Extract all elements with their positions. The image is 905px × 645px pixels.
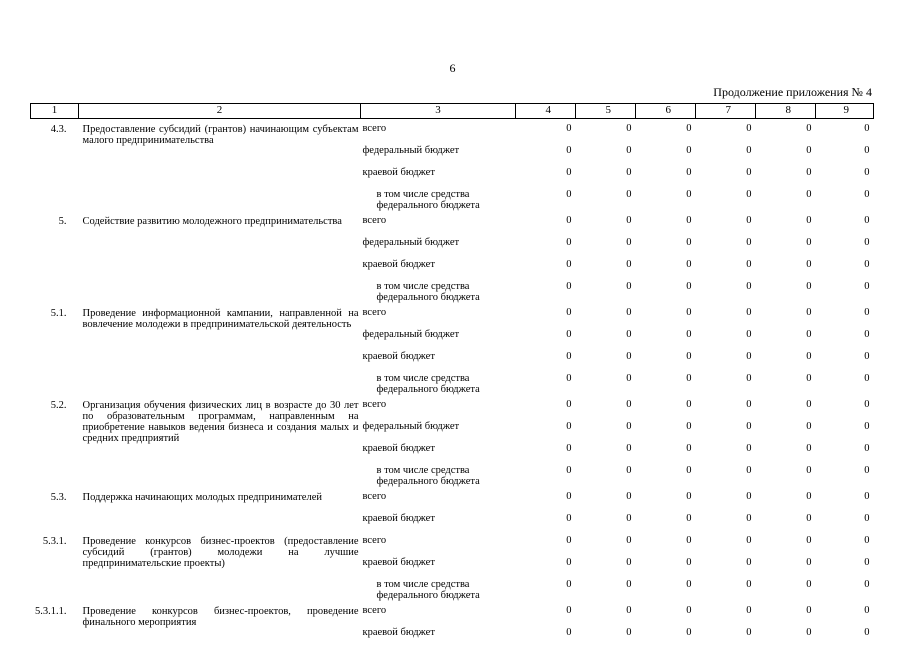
funding-source: всего xyxy=(361,211,516,233)
value-cell: 0 xyxy=(576,119,636,142)
value-cell: 0 xyxy=(516,233,576,255)
value-cell: 0 xyxy=(816,255,874,277)
table-row xyxy=(31,601,874,623)
value-cell: 0 xyxy=(516,255,576,277)
value-cell: 0 xyxy=(756,461,816,487)
item-name: Проведение информационной кампании, направленной на вовлечение молодежи в предпринимательской деятельность xyxy=(79,303,361,395)
value-cell: 0 xyxy=(576,163,636,185)
value-cell: 0 xyxy=(816,575,874,601)
value-cell: 0 xyxy=(516,163,576,185)
value-cell: 0 xyxy=(576,233,636,255)
value-cell: 0 xyxy=(636,623,696,645)
value-cell: 0 xyxy=(696,211,756,233)
value-cell: 0 xyxy=(516,623,576,645)
funding-source: федеральный бюджет xyxy=(361,141,516,163)
value-cell: 0 xyxy=(756,623,816,645)
value-cell: 0 xyxy=(576,487,636,509)
table-body xyxy=(31,119,874,645)
column-header: 9 xyxy=(816,104,874,119)
column-header: 2 xyxy=(79,104,361,119)
value-cell: 0 xyxy=(636,461,696,487)
value-cell: 0 xyxy=(696,277,756,303)
column-header: 8 xyxy=(756,104,816,119)
item-code: 5.1. xyxy=(31,303,79,395)
value-cell: 0 xyxy=(696,461,756,487)
value-cell: 0 xyxy=(636,487,696,509)
value-cell: 0 xyxy=(816,211,874,233)
value-cell: 0 xyxy=(816,277,874,303)
value-cell: 0 xyxy=(756,255,816,277)
value-cell: 0 xyxy=(636,509,696,531)
value-cell: 0 xyxy=(576,623,636,645)
column-header: 1 xyxy=(31,104,79,119)
funding-source: в том числе средства федерального бюджета xyxy=(361,575,516,601)
column-header: 5 xyxy=(576,104,636,119)
value-cell: 0 xyxy=(516,119,576,142)
value-cell: 0 xyxy=(576,141,636,163)
value-cell: 0 xyxy=(756,509,816,531)
value-cell: 0 xyxy=(756,439,816,461)
funding-source: федеральный бюджет xyxy=(361,233,516,255)
value-cell: 0 xyxy=(576,531,636,553)
value-cell: 0 xyxy=(576,185,636,211)
value-cell: 0 xyxy=(516,277,576,303)
value-cell: 0 xyxy=(696,141,756,163)
value-cell: 0 xyxy=(816,601,874,623)
value-cell: 0 xyxy=(636,601,696,623)
funding-source: краевой бюджет xyxy=(361,439,516,461)
table-header-row xyxy=(31,104,874,119)
budget-table xyxy=(30,103,874,645)
value-cell: 0 xyxy=(696,601,756,623)
value-cell: 0 xyxy=(756,185,816,211)
funding-source: в том числе средства федерального бюджета xyxy=(361,277,516,303)
value-cell: 0 xyxy=(816,395,874,417)
value-cell: 0 xyxy=(636,277,696,303)
value-cell: 0 xyxy=(816,531,874,553)
funding-source: всего xyxy=(361,531,516,553)
funding-source: в том числе средства федерального бюджета xyxy=(361,185,516,211)
funding-source: всего xyxy=(361,601,516,623)
funding-source: краевой бюджет xyxy=(361,553,516,575)
value-cell: 0 xyxy=(816,509,874,531)
item-name: Содействие развитию молодежного предпринимательства xyxy=(79,211,361,303)
item-name: Проведение конкурсов бизнес-проектов, проведение финального мероприятия xyxy=(79,601,361,645)
value-cell: 0 xyxy=(756,163,816,185)
value-cell: 0 xyxy=(696,369,756,395)
value-cell: 0 xyxy=(636,211,696,233)
value-cell: 0 xyxy=(696,233,756,255)
value-cell: 0 xyxy=(636,233,696,255)
value-cell: 0 xyxy=(636,163,696,185)
item-code: 4.3. xyxy=(31,119,79,212)
value-cell: 0 xyxy=(516,185,576,211)
value-cell: 0 xyxy=(516,211,576,233)
value-cell: 0 xyxy=(756,347,816,369)
value-cell: 0 xyxy=(816,119,874,142)
value-cell: 0 xyxy=(756,601,816,623)
value-cell: 0 xyxy=(576,553,636,575)
value-cell: 0 xyxy=(516,395,576,417)
funding-source: всего xyxy=(361,119,516,142)
value-cell: 0 xyxy=(696,163,756,185)
item-code: 5.3. xyxy=(31,487,79,531)
value-cell: 0 xyxy=(816,325,874,347)
value-cell: 0 xyxy=(756,395,816,417)
value-cell: 0 xyxy=(636,575,696,601)
value-cell: 0 xyxy=(756,325,816,347)
value-cell: 0 xyxy=(636,553,696,575)
value-cell: 0 xyxy=(516,369,576,395)
item-name: Предоставление субсидий (грантов) начинающим субъектам малого предпринимательства xyxy=(79,119,361,212)
value-cell: 0 xyxy=(756,369,816,395)
value-cell: 0 xyxy=(816,141,874,163)
value-cell: 0 xyxy=(816,439,874,461)
value-cell: 0 xyxy=(636,369,696,395)
value-cell: 0 xyxy=(696,509,756,531)
value-cell: 0 xyxy=(516,141,576,163)
funding-source: краевой бюджет xyxy=(361,255,516,277)
value-cell: 0 xyxy=(756,303,816,325)
value-cell: 0 xyxy=(576,369,636,395)
value-cell: 0 xyxy=(516,553,576,575)
value-cell: 0 xyxy=(576,461,636,487)
funding-source: краевой бюджет xyxy=(361,509,516,531)
funding-source: краевой бюджет xyxy=(361,347,516,369)
page-number: 6 xyxy=(0,61,905,76)
item-code: 5.3.1. xyxy=(31,531,79,601)
funding-source: федеральный бюджет xyxy=(361,417,516,439)
table-row xyxy=(31,303,874,325)
value-cell: 0 xyxy=(516,601,576,623)
value-cell: 0 xyxy=(696,395,756,417)
funding-source: краевой бюджет xyxy=(361,623,516,645)
value-cell: 0 xyxy=(576,211,636,233)
value-cell: 0 xyxy=(696,185,756,211)
value-cell: 0 xyxy=(696,255,756,277)
value-cell: 0 xyxy=(576,303,636,325)
value-cell: 0 xyxy=(636,185,696,211)
value-cell: 0 xyxy=(636,531,696,553)
column-header: 7 xyxy=(696,104,756,119)
value-cell: 0 xyxy=(636,119,696,142)
value-cell: 0 xyxy=(516,325,576,347)
item-name: Организация обучения физических лиц в возрасте до 30 лет по образовательным программам, направленным на приобретение навыков ведения бизнеса и создания малых и средних предприятий xyxy=(79,395,361,487)
value-cell: 0 xyxy=(756,553,816,575)
value-cell: 0 xyxy=(816,369,874,395)
value-cell: 0 xyxy=(816,623,874,645)
funding-source: в том числе средства федерального бюджета xyxy=(361,369,516,395)
value-cell: 0 xyxy=(516,575,576,601)
value-cell: 0 xyxy=(756,531,816,553)
value-cell: 0 xyxy=(576,417,636,439)
value-cell: 0 xyxy=(636,395,696,417)
value-cell: 0 xyxy=(696,623,756,645)
value-cell: 0 xyxy=(516,531,576,553)
value-cell: 0 xyxy=(696,303,756,325)
value-cell: 0 xyxy=(576,575,636,601)
value-cell: 0 xyxy=(576,439,636,461)
value-cell: 0 xyxy=(756,277,816,303)
table-row xyxy=(31,395,874,417)
value-cell: 0 xyxy=(516,509,576,531)
value-cell: 0 xyxy=(816,347,874,369)
column-header: 4 xyxy=(516,104,576,119)
funding-source: всего xyxy=(361,303,516,325)
value-cell: 0 xyxy=(576,509,636,531)
funding-source: федеральный бюджет xyxy=(361,325,516,347)
value-cell: 0 xyxy=(576,277,636,303)
value-cell: 0 xyxy=(816,417,874,439)
item-code: 5. xyxy=(31,211,79,303)
funding-source: всего xyxy=(361,487,516,509)
value-cell: 0 xyxy=(756,211,816,233)
value-cell: 0 xyxy=(636,325,696,347)
value-cell: 0 xyxy=(816,185,874,211)
value-cell: 0 xyxy=(816,163,874,185)
value-cell: 0 xyxy=(696,575,756,601)
value-cell: 0 xyxy=(576,347,636,369)
value-cell: 0 xyxy=(576,601,636,623)
value-cell: 0 xyxy=(816,233,874,255)
table-row xyxy=(31,531,874,553)
value-cell: 0 xyxy=(576,255,636,277)
funding-source: всего xyxy=(361,395,516,417)
table-row xyxy=(31,487,874,509)
value-cell: 0 xyxy=(756,119,816,142)
value-cell: 0 xyxy=(636,141,696,163)
value-cell: 0 xyxy=(816,303,874,325)
value-cell: 0 xyxy=(516,461,576,487)
value-cell: 0 xyxy=(696,417,756,439)
column-header: 3 xyxy=(361,104,516,119)
value-cell: 0 xyxy=(636,347,696,369)
value-cell: 0 xyxy=(636,303,696,325)
value-cell: 0 xyxy=(696,553,756,575)
value-cell: 0 xyxy=(516,417,576,439)
value-cell: 0 xyxy=(636,417,696,439)
value-cell: 0 xyxy=(636,255,696,277)
item-code: 5.2. xyxy=(31,395,79,487)
funding-source: в том числе средства федерального бюджета xyxy=(361,461,516,487)
value-cell: 0 xyxy=(696,439,756,461)
value-cell: 0 xyxy=(816,553,874,575)
table-row xyxy=(31,119,874,142)
value-cell: 0 xyxy=(576,395,636,417)
value-cell: 0 xyxy=(756,487,816,509)
table-row xyxy=(31,211,874,233)
value-cell: 0 xyxy=(816,487,874,509)
value-cell: 0 xyxy=(756,417,816,439)
value-cell: 0 xyxy=(756,141,816,163)
appendix-continuation-label: Продолжение приложения № 4 xyxy=(713,85,872,100)
value-cell: 0 xyxy=(636,439,696,461)
value-cell: 0 xyxy=(696,325,756,347)
value-cell: 0 xyxy=(516,347,576,369)
column-header: 6 xyxy=(636,104,696,119)
value-cell: 0 xyxy=(756,575,816,601)
value-cell: 0 xyxy=(696,487,756,509)
value-cell: 0 xyxy=(516,303,576,325)
value-cell: 0 xyxy=(756,233,816,255)
value-cell: 0 xyxy=(696,347,756,369)
value-cell: 0 xyxy=(516,439,576,461)
value-cell: 0 xyxy=(696,119,756,142)
item-name: Поддержка начинающих молодых предпринимателей xyxy=(79,487,361,531)
value-cell: 0 xyxy=(576,325,636,347)
value-cell: 0 xyxy=(516,487,576,509)
item-code: 5.3.1.1. xyxy=(31,601,79,645)
funding-source: краевой бюджет xyxy=(361,163,516,185)
value-cell: 0 xyxy=(696,531,756,553)
value-cell: 0 xyxy=(816,461,874,487)
item-name: Проведение конкурсов бизнес-проектов (предоставление субсидий (грантов) молодежи на лучшие предпринимательские проекты) xyxy=(79,531,361,601)
